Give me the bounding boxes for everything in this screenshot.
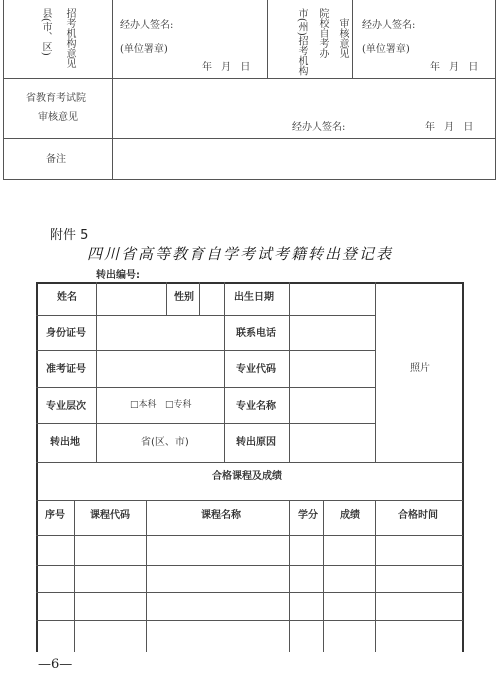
level-undergrad-checkbox[interactable]: □本科 — [130, 400, 157, 410]
date-1: 年 月 日 — [202, 62, 251, 73]
form-vline-c — [199, 282, 200, 315]
form-title: 四川省高等教育自学考试考籍转出登记表 — [87, 245, 394, 263]
form-vline-b — [166, 282, 167, 315]
province-label-1: 省教育考试院 — [26, 93, 86, 104]
level-college-checkbox[interactable]: □专科 — [165, 400, 192, 410]
origin-label: 转出地 — [50, 437, 80, 448]
form-row2-line — [36, 350, 376, 351]
major-code-label: 专业代码 — [236, 364, 276, 375]
top-form-row2-bottom — [3, 138, 496, 139]
course-row-line-2 — [36, 565, 463, 566]
origin-value: 省(区、市) — [141, 437, 189, 448]
top-form-right-border — [495, 0, 496, 180]
form-row4-line — [36, 423, 376, 424]
date-2: 年 月 日 — [430, 62, 479, 73]
county-label: 县(市、区) — [40, 8, 51, 56]
transfer-number-label: 转出编号: — [96, 270, 140, 281]
top-form-mid-divider — [267, 0, 268, 78]
id-number-label: 身份证号 — [46, 328, 86, 339]
form-left-border — [36, 282, 38, 652]
remarks-label: 备注 — [46, 154, 66, 165]
col-code-header: 课程代码 — [90, 510, 130, 521]
city-label: 市(州)招考机构 — [296, 8, 307, 76]
seal-label-1: (单位署章) — [120, 44, 168, 55]
reason-label: 转出原因 — [236, 437, 276, 448]
seal-label-2: (单位署章) — [362, 44, 410, 55]
course-row-line-3 — [36, 592, 463, 593]
college-label: 院校自考办 — [317, 8, 328, 58]
form-row5-line — [36, 462, 463, 463]
col-no-header: 序号 — [45, 510, 65, 521]
form-vline-a — [96, 282, 97, 462]
signature-label-2: 经办人签名: — [362, 20, 416, 31]
course-row-line-1 — [36, 535, 463, 536]
exam-number-label: 准考证号 — [46, 364, 86, 375]
form-row1-line — [36, 315, 376, 316]
col-credit-header: 学分 — [298, 510, 318, 521]
course-vline-3 — [289, 500, 290, 652]
signature-label-1: 经办人签名: — [120, 20, 174, 31]
major-name-label: 专业名称 — [236, 401, 276, 412]
form-top-border — [36, 282, 463, 284]
level-label: 专业层次 — [46, 401, 86, 412]
col-time-header: 合格时间 — [398, 510, 438, 521]
top-form-left-border — [3, 0, 4, 180]
course-vline-5 — [375, 500, 376, 652]
appendix-label: 附件 5 — [50, 228, 89, 243]
province-label-2: 审核意见 — [38, 112, 78, 123]
top-form-bottom — [3, 179, 496, 180]
form-header-line — [36, 500, 463, 501]
form-vline-d — [224, 282, 225, 462]
photo-label: 照片 — [410, 363, 430, 374]
phone-label: 联系电话 — [236, 328, 276, 339]
page-number: —6— — [38, 657, 73, 672]
course-row-line-4 — [36, 620, 463, 621]
signature-label-3: 经办人签名: — [292, 122, 346, 133]
birth-date-label: 出生日期 — [234, 292, 274, 303]
top-form-label-divider — [112, 0, 113, 180]
course-vline-1 — [74, 500, 75, 652]
form-vline-f — [375, 282, 376, 462]
county-org-label: 招考机构意见 — [64, 8, 75, 68]
form-row3-line — [36, 387, 376, 388]
date-3: 年 月 日 — [425, 122, 474, 133]
gender-label: 性别 — [174, 292, 194, 303]
course-vline-4 — [323, 500, 324, 652]
col-score-header: 成绩 — [340, 510, 360, 521]
passed-courses-header: 合格课程及成绩 — [212, 471, 282, 482]
review-label: 审核意见 — [337, 18, 348, 58]
top-form-row1-bottom — [3, 78, 496, 79]
top-form-mid-divider-2 — [352, 0, 353, 78]
form-vline-e — [289, 282, 290, 462]
name-label: 姓名 — [57, 292, 77, 303]
col-course-header: 课程名称 — [201, 510, 241, 521]
course-vline-2 — [146, 500, 147, 652]
form-right-border — [462, 282, 464, 652]
